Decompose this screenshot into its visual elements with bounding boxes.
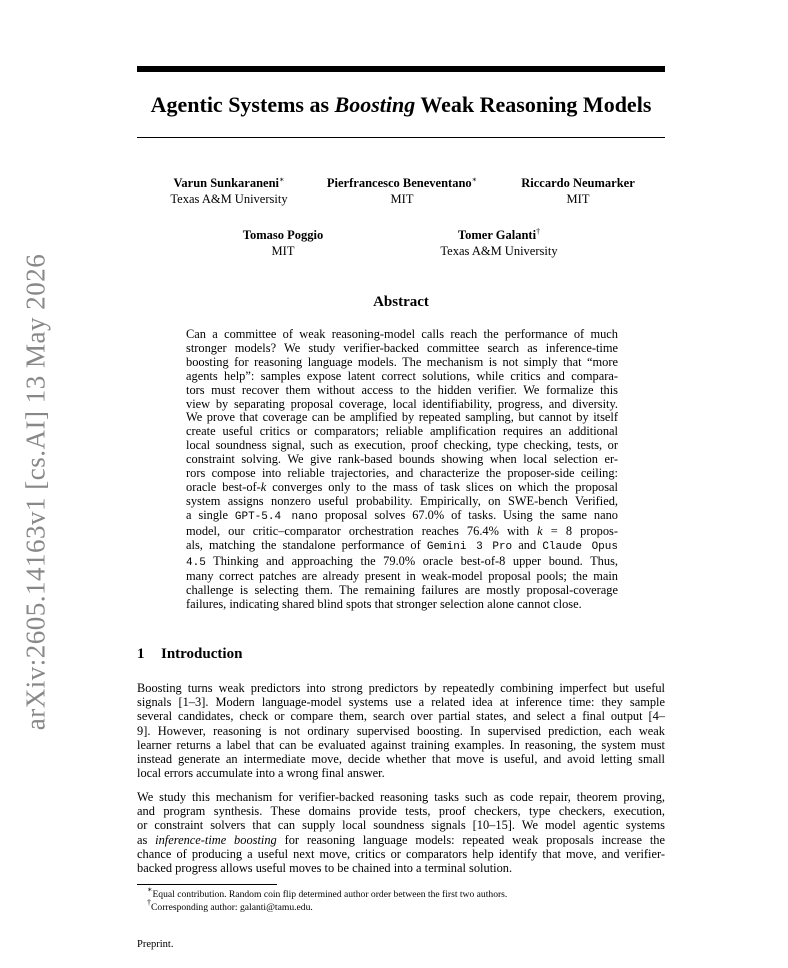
abstract-line: system assigns nonzero useful probability. Empirically, on SWE-bench Verified, xyxy=(186,493,618,508)
body-line: as inference-time boosting for reasoning language models: repeated weak proposals increase the xyxy=(137,832,665,847)
abstract-line: failures, indicating shared blind spots that stronger selection alone cannot close. xyxy=(186,597,582,612)
author-name: Varun Sunkaraneni xyxy=(173,176,280,190)
author-block xyxy=(243,227,323,259)
section-number: 1 xyxy=(137,646,145,662)
title-bottom-rule xyxy=(137,137,665,138)
author-block: Pierfrancesco Beneventano∗ MIT xyxy=(326,175,478,206)
author-name: Pierfrancesco Beneventano xyxy=(326,176,472,190)
model-name: Claude Opus xyxy=(542,540,618,553)
body-line: instead generate an intermediate move, decide whether that move is useful, and avoid letting small xyxy=(137,752,665,767)
abstract-line: many correct patches are already present in weak-model proposal pools; the main xyxy=(186,569,618,584)
body-line: and program synthesis. These domains provide tests, proof checkers, type checkers, execution, xyxy=(137,804,665,819)
abstract-line: tors must recover them without access to the hidden verifier. We formalize this xyxy=(186,382,618,397)
model-name: Gemini 3 Pro xyxy=(426,540,513,553)
abstract-line: stronger models? We study verifier-backed committee search as inference-time xyxy=(186,340,618,355)
abstract-line: Can a committee of weak reasoning-model calls reach the performance of much xyxy=(186,327,618,341)
abstract-line: view by separating proposal coverage, local identifiability, progress, and diversity. xyxy=(186,396,618,411)
footnote: ∗Equal contribution. Random coin flip determined author order between the first two authors. xyxy=(147,885,508,900)
abstract-line: model, our critic–comparator orchestration reaches 76.4% with k = 8 propos- xyxy=(186,523,618,538)
body-line: local errors accumulate into a wrong final answer. xyxy=(137,766,385,781)
body-line: chance of producing a useful next move, critics or comparators help identify that move, and verifier- xyxy=(137,846,665,861)
body-line: 9]. However, reasoning is not ordinary supervised boosting. In supervised prediction, each weak xyxy=(137,723,665,738)
intro-paragraph xyxy=(137,681,665,780)
body-line: signals [1–3]. Modern language-model systems use a related idea at inference time: they sample xyxy=(137,695,665,710)
author-block: Varun Sunkaraneni∗ Texas A&M University xyxy=(170,175,288,206)
author-affiliation: Texas A&M University xyxy=(440,244,558,258)
intro-paragraph xyxy=(137,790,665,875)
abstract-heading: Abstract xyxy=(373,294,429,310)
author-block xyxy=(521,175,635,207)
abstract-line: We prove that coverage can be amplified by repeated sampling, but cannot by itself xyxy=(186,410,618,425)
abstract-line: als, matching the standalone performance of Gemini 3 Pro and Claude Opus xyxy=(186,537,618,553)
body-line: several candidates, check or compare them, search over partial states, and select a final output [4– xyxy=(137,709,665,724)
abstract-line: constraint solving. We give rank-based bounds showing when local selection er- xyxy=(186,452,618,467)
author-block: Tomer Galanti† Texas A&M University xyxy=(440,227,558,258)
abstract-line: oracle best-of-k converges only to the mass of task slices on which the proposal xyxy=(186,479,618,494)
abstract-line: rors compose into reliable trajectories, and characterize the proposer-side ceiling: xyxy=(186,466,618,481)
body-line: learner returns a label that can be evaluated against training examples. In reasoning, the system must xyxy=(137,737,665,752)
author-name: Tomer Galanti xyxy=(457,228,537,242)
section-heading xyxy=(137,646,242,663)
abstract-line: a single GPT-5.4 nano proposal solves 67.0% of tasks. Using the same nano xyxy=(186,507,618,523)
footnote-rule xyxy=(137,884,277,885)
abstract-line: 4.5 Thinking and approaching the 79.0% oracle best-of-8 upper bound. Thus, xyxy=(186,553,618,569)
author-affiliation: Texas A&M University xyxy=(170,192,288,206)
footnote: †Corresponding author: galanti@tamu.edu. xyxy=(147,898,313,913)
author-affiliation: MIT xyxy=(390,192,414,206)
body-line: backed progress allows useful moves to be chained into a terminal solution. xyxy=(137,861,513,876)
model-name: 4.5 xyxy=(186,556,206,569)
model-name: GPT-5.4 nano xyxy=(234,510,318,523)
author-name: Tomaso Poggio xyxy=(242,228,324,242)
body-line: Boosting turns weak predictors into strong predictors by repeatedly combining imperfect but useful xyxy=(137,681,665,695)
abstract-line: agents help”: samples expose latent correct solutions, while critics and compara- xyxy=(186,368,618,383)
paper-title: Agentic Systems as Boosting Weak Reasoning Models xyxy=(150,92,652,117)
abstract-line: local soundness signal, such as execution, proof checking, type checking, tests, or xyxy=(186,438,618,453)
author-affiliation: MIT xyxy=(566,192,590,206)
preprint-label: Preprint. xyxy=(137,939,174,950)
abstract-line: boosting for reasoning language models. The mechanism is not simply that “more xyxy=(186,354,618,369)
abstract-line: create useful critics or comparators; reliable amplification requires an additional xyxy=(186,424,618,439)
author-name: Riccardo Neumarker xyxy=(521,176,635,190)
body-line: We study this mechanism for verifier-backed reasoning tasks such as code repair, theorem proving, xyxy=(137,790,665,804)
body-line: or constraint solvers that can supply local soundness signals [10–15]. We model agentic systems xyxy=(137,818,665,833)
abstract-text xyxy=(186,328,618,612)
arxiv-identifier: arXiv:2605.14163v1 [cs.AI] 13 May 2026 xyxy=(20,253,51,731)
author-affiliation: MIT xyxy=(271,244,295,258)
abstract-line: challenge is selecting them. The remaining failures are mostly proposal-coverage xyxy=(186,583,618,598)
title-top-rule xyxy=(137,66,665,72)
section-title: Introduction xyxy=(161,646,243,662)
